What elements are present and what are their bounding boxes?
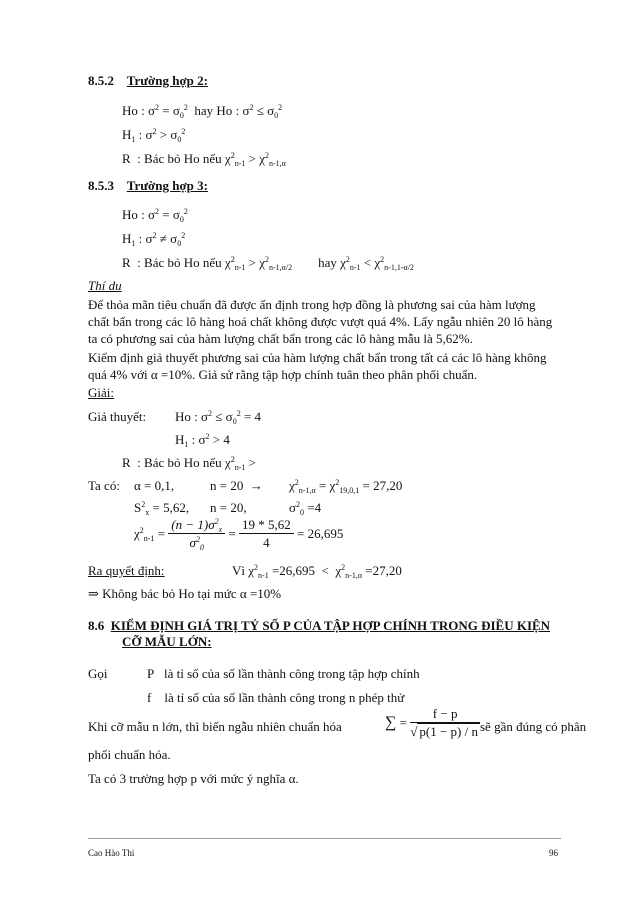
section-number: 8.5.3	[88, 178, 114, 193]
sample-size-2: n = 20,	[210, 500, 247, 515]
three-cases-text: Ta có 3 trường hợp p với mức ý nghĩa α.	[88, 771, 299, 786]
section-number: 8.5.2	[88, 73, 114, 88]
footer-author: Cao Hào Thi	[88, 848, 135, 858]
hypothesis-h0-852: Ho : $\sigma^2 = \sigma_0^2$ hay Ho : $\sigma^2 \le \sigma_0^2$	[122, 103, 283, 120]
section-title: Trường hợp 3:	[126, 178, 208, 193]
example-h1: $H_1$ : $\sigma^2 > 4$	[175, 432, 230, 449]
sample-size: n = 20 →	[210, 478, 263, 493]
standardized-variable-formula: ∑ = $\frac{f - p}{√ p(1 - p) / n}$	[385, 706, 478, 739]
hypothesis-h0-853: Ho : $\sigma^2 = \sigma_0^2$	[122, 207, 188, 224]
section-title-line-1: KIỂM ĐỊNH GIÁ TRỊ TỶ SỐ P CỦA TẬP HỢP CHÍNH TRONG ĐIỀU KIỆN	[110, 618, 551, 633]
section-title-line-2: CỠ MẪU LỚN:	[122, 634, 212, 649]
chi-critical-value: $\chi^2_{n-1,\alpha} = \chi^2_{19,0,1} = 27,20$	[289, 478, 403, 495]
example-paragraph-1: Để thỏa mãn tiêu chuẩn đã được ấn định trong hợp đồng là phương sai của hàm lượng chất bẩn trong các lô hàng hoá chất không được vượt quá 4%. Lấy ngẫu nhiên 20 lô hàng ta có phương sai của hàm lượng chất bẩn trong các lô hàng mẫu là 5,62%.	[88, 297, 553, 346]
definition-f: f là tỉ số của số lần thành công trong n phép thử	[147, 690, 405, 705]
decision-label: Ra quyết định:	[88, 563, 165, 578]
standardized-variable-text-end: sẽ gần đúng có phân	[480, 719, 587, 734]
section-852-heading	[88, 73, 208, 89]
section-853-heading	[88, 178, 208, 194]
section-86-heading	[88, 618, 550, 634]
alpha-value: α = 0,1,	[134, 478, 175, 493]
arrow-icon: →	[249, 478, 263, 493]
footer-page-number: 96	[549, 848, 558, 858]
example-h0: Ho : $\sigma^2 \le \sigma_0^2 = 4$	[175, 409, 262, 426]
chi-statistic-formula: $\chi^2_{n-1}$ = $\frac{(n - 1)\sigma^2_x}{\sigma^2_0}$ = $\frac{19 * 5,62}{4}$ = 26,695	[134, 517, 344, 552]
footer-divider	[88, 838, 561, 839]
section-title: Trường hợp 2:	[126, 73, 208, 88]
sample-variance: $S^2_x = 5,62$,	[134, 500, 190, 517]
definition-P: P là tỉ số của số lần thành công trong tập hợp chính	[147, 666, 420, 681]
section-number: 8.6	[88, 618, 105, 633]
rejection-rule-852: R : Bác bỏ Ho nếu $\chi^2_{n-1} > \chi^2_{n-1,\alpha}$	[122, 151, 286, 168]
standardized-fraction: $\frac{f - p}{√ p(1 - p) / n}$	[410, 706, 478, 739]
example-paragraph-2: Kiểm định giả thuyết phương sai của hàm lượng chất bẩn trong tất cả các lô hàng không quá 4% với α =10%. Giả sử rằng tập hợp chính tuân theo phân phối chuẩn.	[88, 350, 547, 382]
standardized-variable-text: Khi cỡ mẫu n lớn, thì biến ngẫu nhiên chuẩn hóa	[88, 719, 342, 734]
population-variance: $\sigma^2_0 =4$	[289, 500, 322, 517]
example-rejection-rule: R : Bác bỏ Ho nếu $\chi^2_{n-1}$ >	[122, 455, 256, 472]
decision-statement: Vì $\chi^2_{n-1} =26,695 < \chi^2_{n-1,\alpha} =27,20$	[232, 563, 402, 580]
given-label: Ta có:	[88, 478, 120, 493]
hypothesis-h1-852: $H_1$ : $\sigma^2 > \sigma_0^2$	[122, 127, 186, 144]
chi-fraction: $\frac{(n - 1)\sigma^2_x}{\sigma^2_0}$	[168, 516, 225, 551]
solution-label: Giải:	[88, 385, 114, 400]
hypothesis-h1-853: $H_1$ : $\sigma^2 \ne \sigma_0^2$	[122, 231, 186, 248]
example-title: Thí du	[88, 278, 122, 293]
standardized-variable-text-2: phối chuẩn hóa.	[88, 747, 171, 762]
conclusion: ⇒ Không bác bỏ Ho tại mức α =10%	[88, 586, 282, 601]
rejection-rule-853: R : Bác bỏ Ho nếu $\chi^2_{n-1} > \chi^2_{n-1,\alpha/2}$ hay $\chi^2_{n-1} < \chi^2_{n-1,1-\alpha/2}$	[122, 255, 414, 272]
hypothesis-label: Giả thuyết:	[88, 409, 147, 424]
definitions-label: Gọi	[88, 666, 108, 681]
numeric-fraction: $\frac{19 * 5,62}{4}$	[239, 516, 294, 551]
